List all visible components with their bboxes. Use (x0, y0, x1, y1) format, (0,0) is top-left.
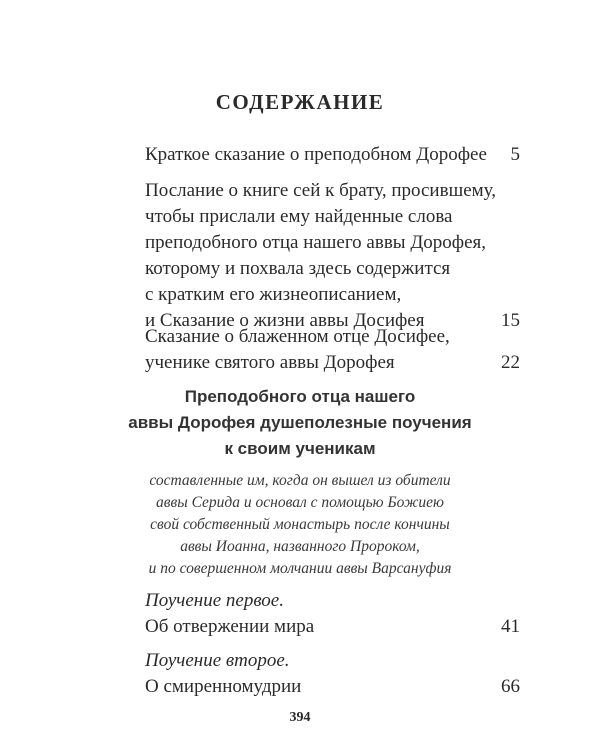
teaching-label: Поучение первое. (145, 590, 284, 611)
page-title: СОДЕРЖАНИЕ (215, 90, 385, 114)
teaching-title: Об отвержении мира (145, 616, 315, 637)
toc-entry-line: которому и похвала здесь содержится (145, 258, 451, 279)
toc-page-number: 22 (501, 352, 520, 373)
toc-page-number: 41 (501, 616, 520, 637)
toc-page-number: 15 (501, 310, 520, 331)
toc-entry[interactable] (145, 142, 520, 168)
subtitle-line: и по совершенном молчании аввы Варсануфия (148, 560, 452, 577)
folio-page-number: 394 (289, 710, 311, 725)
section-subtitle (0, 470, 600, 580)
toc-entry-line: ученике святого аввы Дорофея (145, 352, 395, 373)
subtitle-line: аввы Иоанна, названного Пророком, (180, 538, 420, 555)
toc-entry-line: Сказание о блаженном отце Досифее, (145, 326, 450, 347)
toc-page-number: 5 (510, 144, 520, 165)
subtitle-line: составленные им, когда он вышел из обители (149, 472, 451, 489)
toc-entry-line: и Сказание о жизни аввы Досифея (145, 310, 425, 331)
toc-entry[interactable] (145, 324, 520, 376)
toc-entry-teaching[interactable] (145, 588, 520, 640)
toc-entry-line: преподобного отца нашего аввы Дорофея, (145, 232, 487, 253)
toc-page-number: 66 (501, 676, 520, 697)
toc-entry-line: Послание о книге сей к брату, просившему, (145, 180, 497, 201)
section-heading-line: аввы Дорофея душеполезные поучения (128, 413, 472, 432)
subtitle-line: свой собственный монастырь после кончины (150, 516, 450, 533)
teaching-title: О смиренномудрии (145, 676, 302, 697)
section-heading (0, 384, 600, 462)
section-heading-line: Преподобного отца нашего (184, 387, 416, 406)
subtitle-line: аввы Серида и основал с помощью Божиею (156, 494, 444, 511)
teaching-label: Поучение второе. (145, 650, 290, 671)
toc-entry-line: с кратким его жизнеописанием, (145, 284, 402, 305)
section-heading-line: к своим ученикам (224, 439, 376, 458)
toc-entry-teaching[interactable] (145, 648, 520, 700)
toc-entry-line: Краткое сказание о преподобном Дорофее (145, 144, 487, 165)
toc-entry[interactable] (145, 178, 520, 334)
toc-entry-line: чтобы прислали ему найденные слова (145, 206, 453, 227)
